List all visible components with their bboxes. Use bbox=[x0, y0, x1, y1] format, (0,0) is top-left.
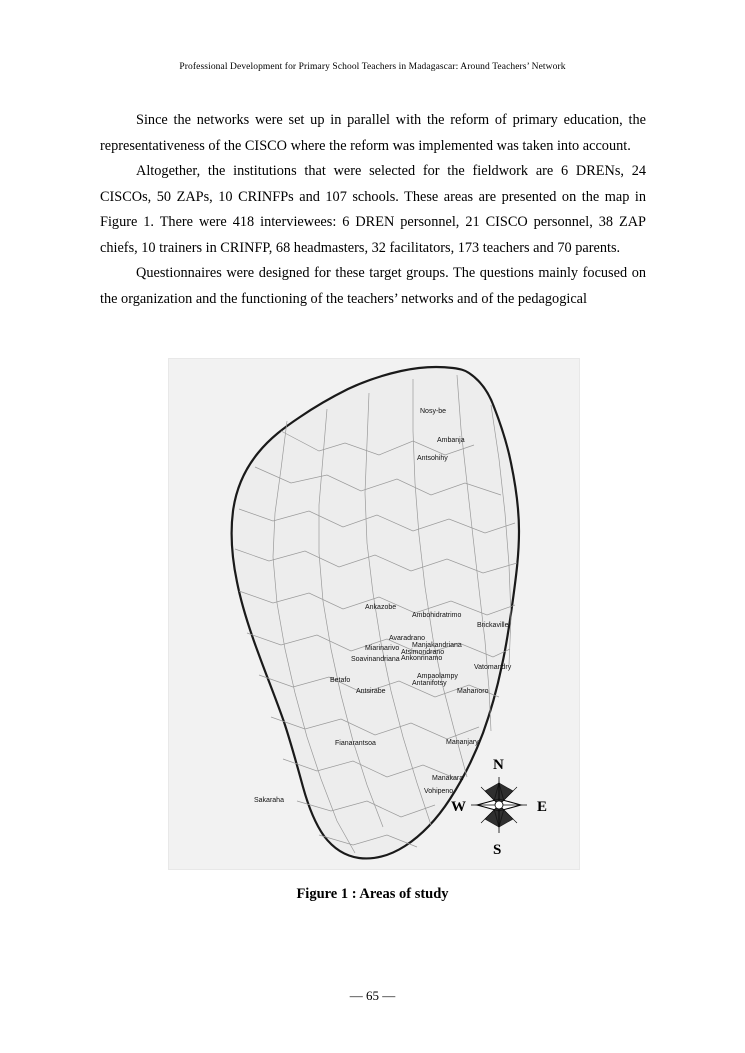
compass-north-label: N bbox=[493, 757, 504, 773]
running-head: Professional Development for Primary School Teachers in Madagascar: Around Teachers’ Network bbox=[179, 62, 566, 72]
page-number: — 65 — bbox=[349, 988, 396, 1003]
map-label-ankazobe: Ankazobe bbox=[365, 604, 397, 611]
map-label-sakaraha: Sakaraha bbox=[254, 797, 284, 804]
map-label-fianarantsoa: Fianarantsoa bbox=[335, 740, 376, 747]
map-label-antanifotsy: Antanifotsy bbox=[412, 680, 447, 687]
map-label-nosy-be: Nosy-be bbox=[420, 408, 447, 415]
map-label-betafo: Betafo bbox=[330, 677, 351, 684]
map-label-antsirabe: Antsirabe bbox=[356, 688, 386, 695]
map-label-manjakandriana: Manjakandriana bbox=[412, 642, 462, 649]
map-label-ampaolampy: Ampaolampy bbox=[417, 673, 458, 680]
map-label-ankonrinamo: Ankonrinamo bbox=[401, 655, 443, 662]
map-label-atsimondrano: Atsimondrano bbox=[401, 649, 445, 656]
map-label-miarinarivo: Miarinarivo bbox=[365, 645, 400, 652]
compass-south-label: S bbox=[493, 842, 502, 858]
map-label-antsohihy: Antsohihy bbox=[417, 455, 448, 462]
figure-caption: Figure 1 : Areas of study bbox=[296, 886, 449, 902]
compass-east-label: E bbox=[537, 799, 548, 815]
map-label-mananjary: Mananjary bbox=[446, 739, 479, 746]
compass-west-label: W bbox=[451, 799, 466, 815]
map-label-ambohidratrimo: Ambohidratrimo bbox=[412, 612, 462, 619]
paragraph-3: Questionnaires were designed for these target groups. The questions mainly focused on the organization and the functioning of the teachers’ networks and of the pedagogical bbox=[100, 265, 646, 307]
figure-madagascar-map bbox=[168, 358, 580, 870]
map-label-ambanja: Ambanja bbox=[437, 437, 465, 444]
map-svg bbox=[169, 359, 579, 869]
paragraph-1: Since the networks were set up in parallel with the reform of primary education, the representativeness of the CISCO where the reform was implemented was taken into account. bbox=[100, 112, 646, 154]
map-label-vohipeno: Vohipeno bbox=[424, 788, 454, 795]
paragraph-2: Altogether, the institutions that were selected for the fieldwork are 6 DRENs, 24 CISCOs, 50 ZAPs, 10 CRINFPs and 107 schools. These areas are presented on the map in Figure 1. There were 418 interviewees: 6 DREN personnel, 21 CISCO personnel, 38 ZAP chiefs, 10 trainers in CRINFP, 68 headmasters, 32 facilitators, 173 teachers and 70 parents. bbox=[100, 163, 646, 256]
map-label-brickaville: Brickaville bbox=[477, 622, 509, 629]
map-label-vatomandry: Vatomandry bbox=[474, 664, 512, 671]
map-label-avaradrano: Avaradrano bbox=[389, 635, 426, 642]
map-label-mahanoro: Mahanoro bbox=[457, 688, 489, 695]
body-text bbox=[100, 108, 646, 312]
map-label-soavinandriana: Soavinandriana bbox=[351, 656, 400, 663]
map-label-manakara: Manakara bbox=[432, 775, 464, 782]
